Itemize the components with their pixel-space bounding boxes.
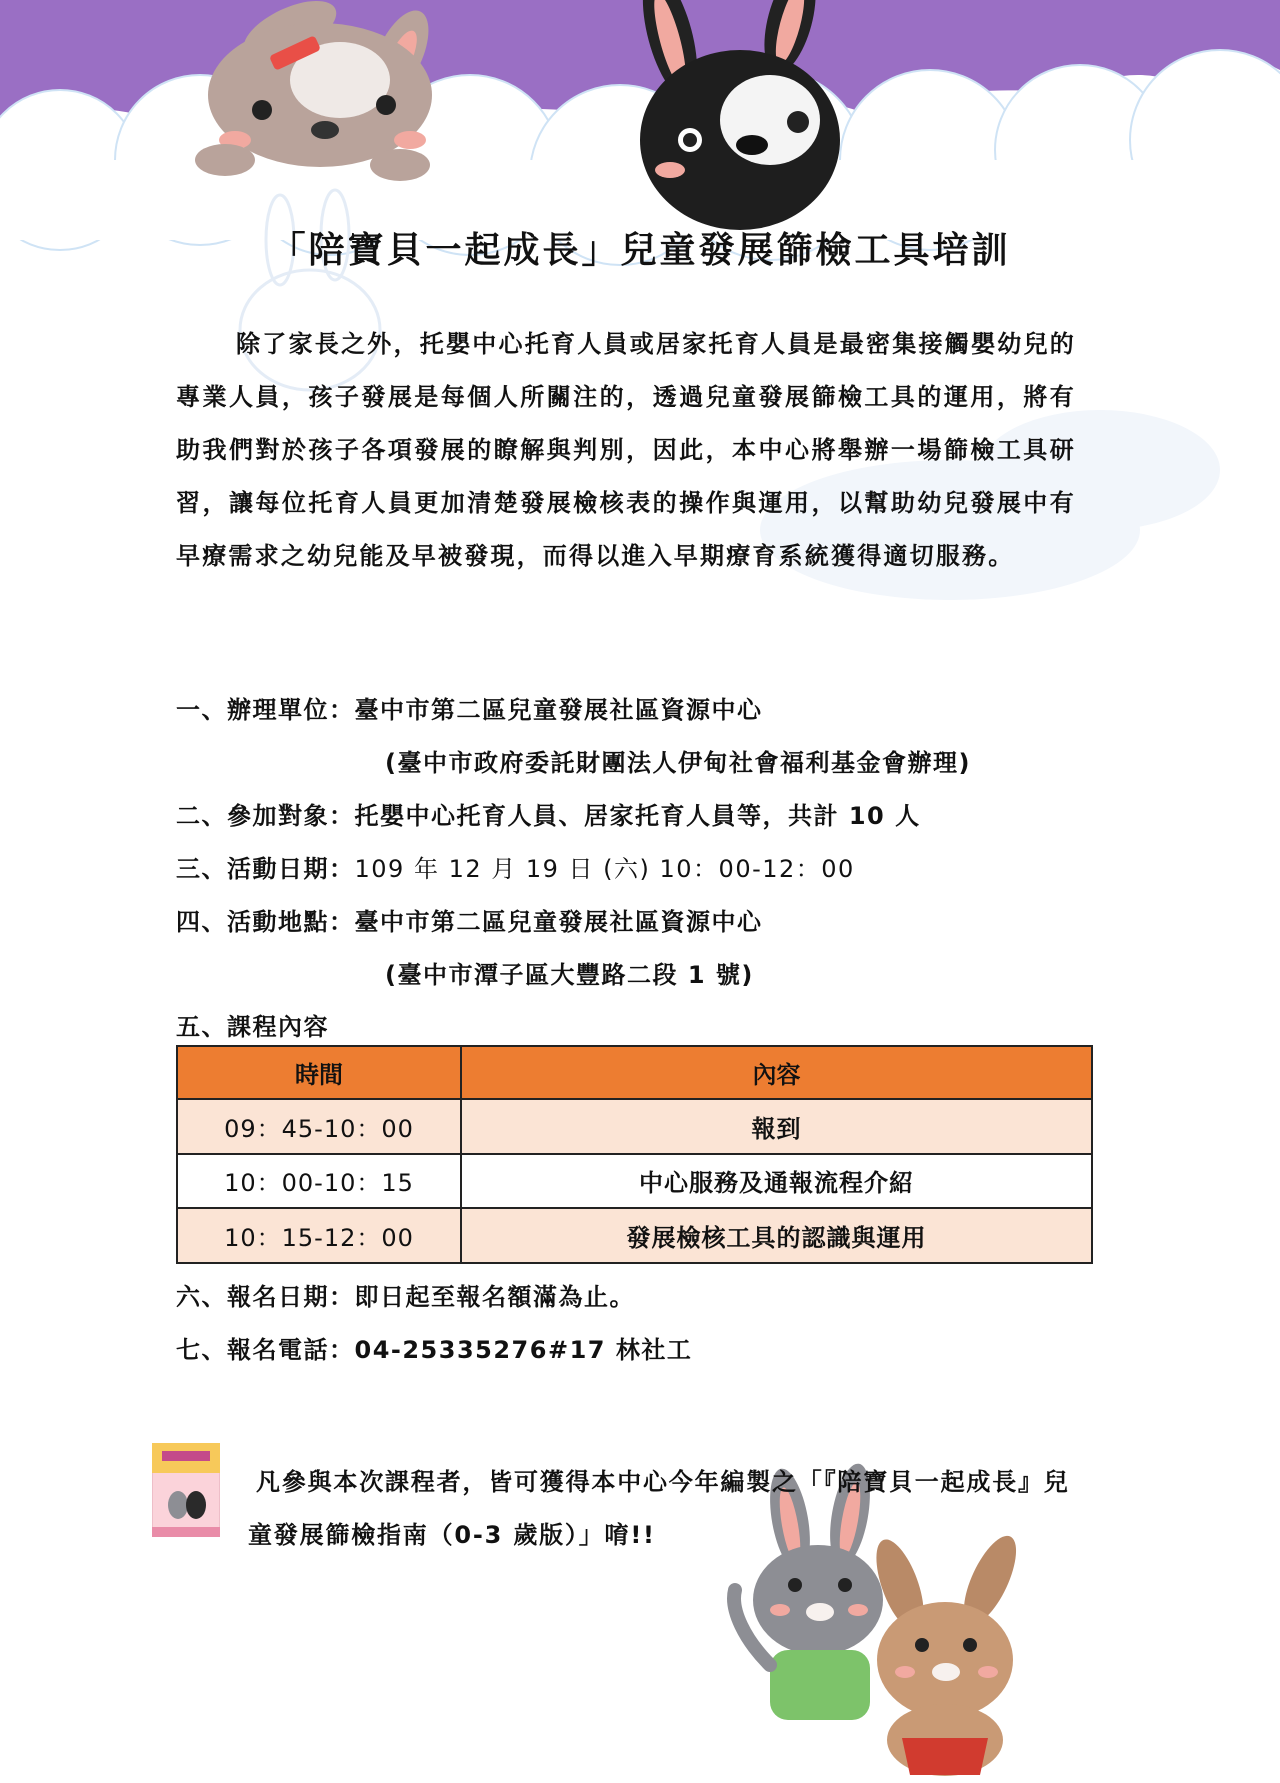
organizer-label: 一、辦理單位： — [176, 696, 355, 724]
date-line — [176, 849, 855, 884]
venue-value: 臺中市第二區兒童發展社區資源中心 — [354, 908, 763, 936]
row-content: 中心服務及通報流程介紹 — [461, 1154, 1092, 1209]
course-label: 五、課程內容 — [176, 1013, 329, 1041]
course-table — [176, 1045, 1093, 1264]
table-row — [177, 1208, 1092, 1263]
audience-value: 托嬰中心托育人員、居家托育人員等，共計 10 人 — [354, 802, 921, 830]
date-label: 三、活動日期： — [176, 855, 355, 883]
date-value: 109 年 12 月 19 日 (六) 10：00-12：00 — [354, 855, 855, 883]
table-header-row — [177, 1046, 1092, 1099]
organizer-value: 臺中市第二區兒童發展社區資源中心 — [354, 696, 763, 724]
signup-date-line — [176, 1277, 635, 1312]
header-time: 時間 — [177, 1046, 461, 1099]
signup-phone-line — [176, 1330, 692, 1365]
audience-label: 二、參加對象： — [176, 802, 355, 830]
signup-phone-label: 七、報名電話： — [176, 1336, 355, 1364]
intro-paragraph: 除了家長之外，托嬰中心托育人員或居家托育人員是最密集接觸嬰幼兒的專業人員，孩子發展是每個人所關注的，透過兒童發展篩檢工具的運用，將有助我們對於孩子各項發展的瞭解與判別，因此，本中心將舉辦一場篩檢工具研習，讓每位托育人員更加清楚發展檢核表的操作與運用，以幫助幼兒發展中有早療需求之幼兒能及早被發現，而得以進入早期療育系統獲得適切服務。 — [176, 330, 1076, 570]
table-row — [177, 1099, 1092, 1154]
row-time: 10：15-12：00 — [177, 1208, 461, 1263]
page-title: 「陪寶貝一起成長」兒童發展篩檢工具培訓 — [269, 229, 1011, 271]
table-row — [177, 1154, 1092, 1209]
signup-date-label: 六、報名日期： — [176, 1283, 355, 1311]
venue-line — [176, 902, 763, 937]
organizer-note: (臺中市政府委託財團法人伊甸社會福利基金會辦理) — [385, 749, 971, 777]
venue-address: (臺中市潭子區大豐路二段 1 號) — [385, 961, 754, 989]
closing-note: 凡參與本次課程者，皆可獲得本中心今年編製之「『陪寶貝一起成長』兒童發展篩檢指南（0-3 歲版）」唷!! — [248, 1468, 1070, 1549]
audience-line — [176, 796, 921, 831]
row-content: 報到 — [461, 1099, 1092, 1154]
venue-label: 四、活動地點： — [176, 908, 355, 936]
signup-date-value: 即日起至報名額滿為止。 — [354, 1283, 635, 1311]
organizer-line — [176, 690, 763, 725]
guidebook-cover-image — [152, 1443, 220, 1537]
signup-phone-value: 04-25335276#17 林社工 — [354, 1336, 693, 1364]
row-time: 09：45-10：00 — [177, 1099, 461, 1154]
row-time: 10：00-10：15 — [177, 1154, 461, 1209]
header-content: 內容 — [461, 1046, 1092, 1099]
bunny-bottom-brown — [867, 1529, 1027, 1776]
row-content: 發展檢核工具的認識與運用 — [461, 1208, 1092, 1263]
